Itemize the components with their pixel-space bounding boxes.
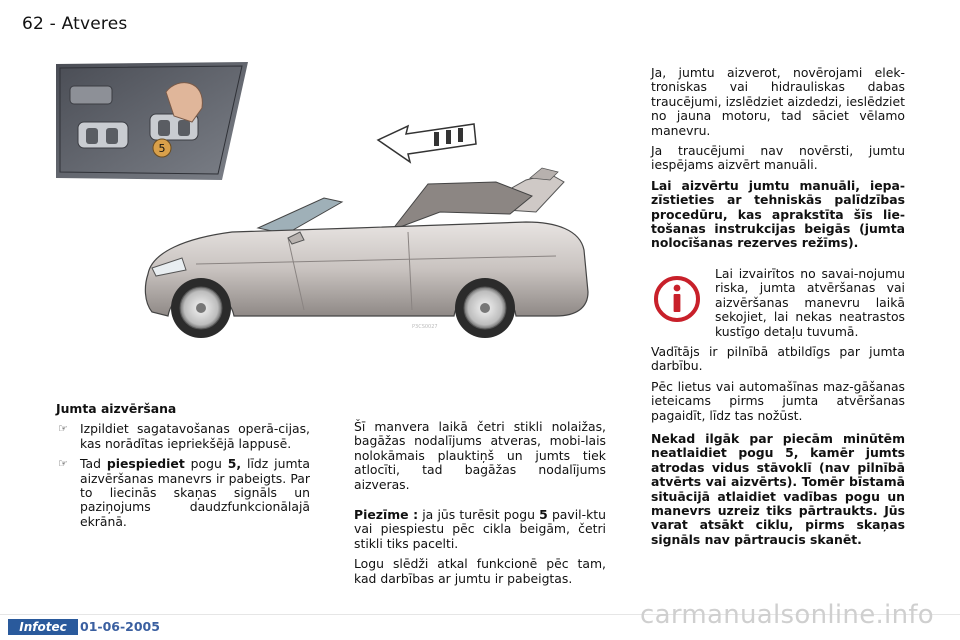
info-warning-icon [653,273,701,325]
right-column-bottom [651,432,905,553]
illustration-code: P3CS0027 [412,324,438,330]
watermark: carmanualsonline.info [640,600,935,630]
switch-panel-inset [56,62,248,180]
car-illustration [145,168,588,338]
paragraph: Pēc lietus vai automašīnas maz-gāšanas ieteicams pirms jumta atvēršanas pagaidīt, līdz tas nožūst. [651,378,905,423]
convertible-roof-illustration [56,62,646,358]
middle-column [354,420,606,592]
paragraph: Ja traucējumi nav novērsti, jumtu iespējams aizvērt manuāli. [651,143,905,173]
warning-block [651,267,905,429]
print-date: 01-06-2005 [80,619,160,634]
paragraph: Vadītājs ir pilnībā atbildīgs par jumta darbību. [651,344,905,374]
paragraph: Logu slēdži atkal funkcionē pēc tam, kad darbības ar jumtu ir pabeigtas. [354,556,606,586]
pointing-hand-icon: ☞ [58,422,68,436]
pointing-hand-icon: ☞ [58,457,68,471]
paragraph-bold: Lai aizvērtu jumtu manuāli, iepa-zīstieties ar tehniskās palīdzības procedūru, kas aprakstīta šīs lie-tošanas instrukcijas beigās (jumta nolocīšanas rezerves režīms). [651,177,905,251]
list-item: ☞ Izpildiet sagatavošanas operā-cijas, kas norādītas iepriekšējā lappusē. [58,421,310,451]
warning-text: Lai izvairītos no savai-nojumu riska, jumta atvēršanas vai aizvēršanas manevru laikā sekojiet, lai nekas neatrastos kustīgo detaļu tuvumā. [715,266,905,339]
note: Piezīme : ja jūs turēsit pogu 5 pavil-ktu vai piespiestu pēc cikla beigām, četri stikli tiks pacelti. [354,507,606,551]
right-column-top [651,66,905,257]
section-heading: Jumta aizvēršana [56,401,177,416]
page-title: 62 - Atveres [22,14,128,34]
roof-motion-arrow-icon [378,124,476,162]
list-item: ☞ Tad piespiediet pogu 5, līdz jumta aizvēršanas manevrs ir pabeigts. Par to liecinās skaņas signāls un paziņojums daudzfunkcionālajā ekrānā. [58,456,310,529]
left-column [56,402,310,535]
button-5-callout: 5 [158,142,166,155]
paragraph: Ja, jumtu aizverot, novērojami elek-troniskas vai hidrauliskas dabas traucējumi, izslēdziet aizdedzi, ieslēdziet no jauna motoru, tad sāciet vēlamo manevru. [651,65,905,138]
infotec-logo: Infotec [8,619,78,635]
paragraph-bold: Nekad ilgāk par piecām minūtēm neatlaidiet pogu 5, kamēr jumts atrodas vidus stāvoklī (nav pilnībā atvērts vai aizvērts). Tomēr bīstamā situācijā atlaidiet vadības pogu un manevrs uzreiz tiks pārtraukts. Jūs varat atsākt ciklu, pirms skaņas signāls nav pārtraucis skanēt. [651,431,905,547]
paragraph: Šī manvera laikā četri stikli nolaižas, bagāžas nodalījums atveras, mobi-lais nolokāmais plauktiņš un jumts tiek atlocīti, tad bagāžas nodalījums aizveras. [354,419,606,492]
